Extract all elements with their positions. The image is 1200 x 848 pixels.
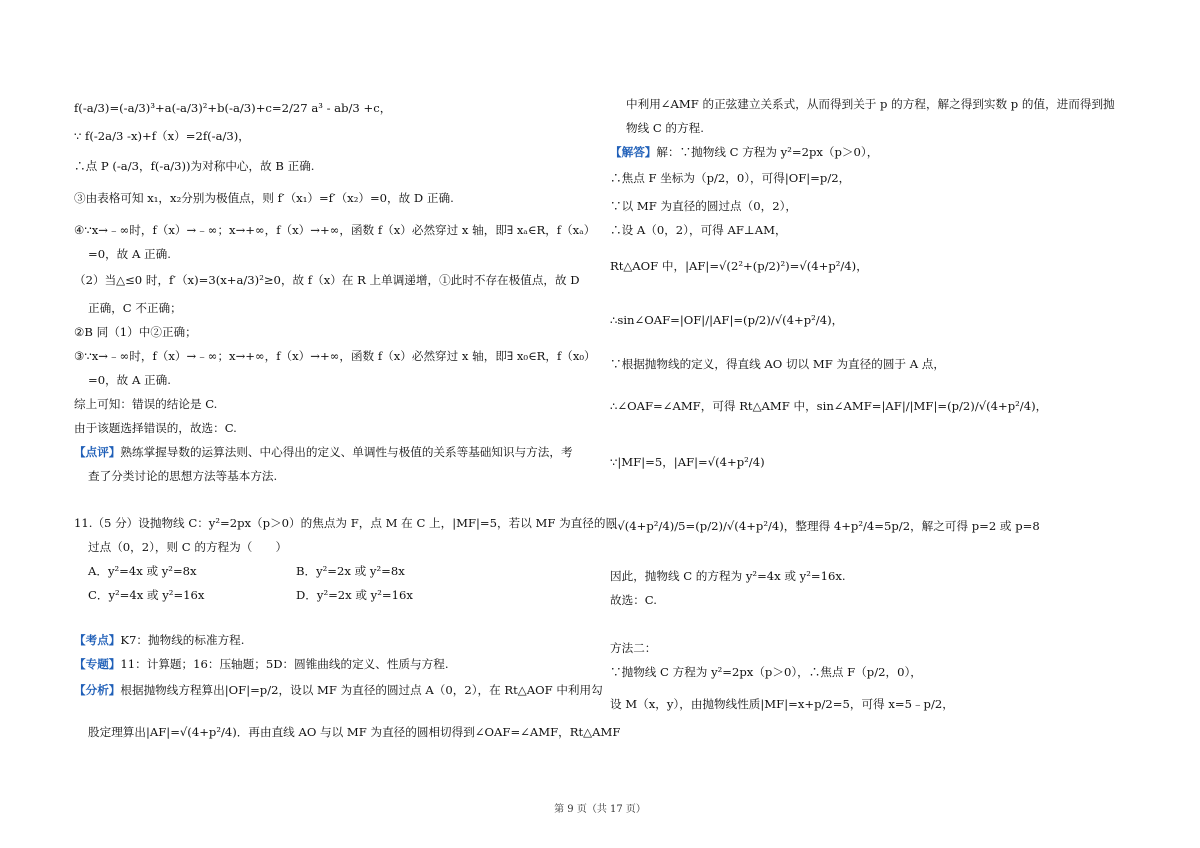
text-line: Rt△AOF 中，|AF|=√(2²+(p/2)²)=√(4+p²/4)， <box>610 259 868 273</box>
text-line: =0，故 A 正确. <box>88 247 171 261</box>
text-line: ∵|MF|=5，|AF|=√(4+p²/4) <box>610 455 765 469</box>
text-line: ∵以 MF 为直径的圆过点（0，2）， <box>610 199 797 213</box>
note-text: 11：计算题；16：压轴题；5D：圆锥曲线的定义、性质与方程. <box>120 657 449 671</box>
comment-text: 熟练掌握导数的运算法则、中心得出的定义、单调性与极值的关系等基础知识与方法，考 <box>120 445 573 459</box>
text-line: ④∵x→﹣∞时，f（x）→﹣∞；x→+∞，f（x）→+∞，函数 f（x）必然穿过 x 轴，即∃ xₐ∈R，f（xₐ） <box>74 223 596 237</box>
text-line: f(-a/3)=(-a/3)³+a(-a/3)²+b(-a/3)+c=2/27 a³ - ab/3 +c， <box>74 101 392 115</box>
note-tag: 【专题】 <box>74 657 121 671</box>
text-line: 设 M（x，y），由抛物线性质|MF|=x+p/2=5，可得 x=5﹣p/2， <box>610 697 954 711</box>
page-footer: 第 9 页（共 17 页） <box>554 804 646 815</box>
option-a: A．y²=4x 或 y²=8x <box>88 564 197 578</box>
text-line: ③由表格可知 x₁，x₂分别为极值点，则 f′（x₁）=f′（x₂）=0，故 D 正确. <box>74 191 454 205</box>
note-text: K7：抛物线的标准方程. <box>120 633 245 647</box>
option-b: B．y²=2x 或 y²=8x <box>296 564 405 578</box>
answer-text: 解：∵抛物线 C 方程为 y²=2px（p＞0）， <box>656 145 879 159</box>
text-line: ∵ f(-2a/3 -x)+f（x）=2f(-a/3)， <box>74 129 250 143</box>
text-line: 正确，C 不正确； <box>88 301 182 315</box>
comment-line <box>74 444 573 460</box>
text-line: 由于该题选择错误的，故选：C. <box>74 421 237 435</box>
text-line: ∴点 P (-a/3，f(-a/3))为对称中心，故 B 正确. <box>74 159 315 173</box>
text-line: ②B 同（1）中②正确； <box>74 325 197 339</box>
note-line <box>74 682 603 698</box>
text-line: ∴设 A（0，2），可得 AF⊥AM， <box>610 223 787 237</box>
comment-tag: 【点评】 <box>74 445 121 459</box>
text-line: ∴焦点 F 坐标为（p/2，0），可得|OF|=p/2， <box>610 171 851 185</box>
text-line: =0，故 A 正确. <box>88 373 171 387</box>
text-line: ∴√(4+p²/4)/5=(p/2)/√(4+p²/4)，整理得 4+p²/4=5p/2，解之可得 p=2 或 p=8 <box>610 519 1040 533</box>
text-line: ∵抛物线 C 方程为 y²=2px（p＞0），∴焦点 F（p/2，0）， <box>610 665 922 679</box>
text-line: 故选：C. <box>610 593 657 607</box>
text-line: （2）当△≤0 时，f′（x)=3(x+a/3)²≥0，故 f（x）在 R 上单调递增，①此时不存在极值点，故 D <box>74 273 580 287</box>
answer-tag: 【解答】 <box>610 145 657 159</box>
option-d: D．y²=2x 或 y²=16x <box>296 588 413 602</box>
question-stem: 过点（0，2），则 C 的方程为（ ） <box>88 540 288 554</box>
note-tag: 【考点】 <box>74 633 121 647</box>
text-line: ∴∠OAF=∠AMF，可得 Rt△AMF 中，sin∠AMF=|AF|/|MF|=(p/2)/√(4+p²/4)， <box>610 399 1048 413</box>
note-line: 股定理算出|AF|=√(4+p²/4)．再由直线 AO 与以 MF 为直径的圆相切得到∠OAF=∠AMF，Rt△AMF <box>88 725 621 739</box>
note-text: 根据抛物线方程算出|OF|=p/2，设以 MF 为直径的圆过点 A（0，2），在 Rt△AOF 中利用勾 <box>120 683 603 697</box>
text-line: 因此，抛物线 C 的方程为 y²=4x 或 y²=16x. <box>610 569 846 583</box>
text-line: 查了分类讨论的思想方法等基本方法. <box>88 469 278 483</box>
note-line <box>74 656 449 672</box>
text-line: 物线 C 的方程. <box>626 121 704 135</box>
note-tag: 【分析】 <box>74 683 121 697</box>
text-line: 方法二： <box>610 641 657 655</box>
note-line <box>74 632 244 648</box>
text-line: 中利用∠AMF 的正弦建立关系式，从而得到关于 p 的方程，解之得到实数 p 的值，进而得到抛 <box>626 97 1115 111</box>
text-line: ∵根据抛物线的定义，得直线 AO 切以 MF 为直径的圆于 A 点， <box>610 357 945 371</box>
text-line: ∴sin∠OAF=|OF|/|AF|=(p/2)/√(4+p²/4)， <box>610 313 844 327</box>
option-c: C．y²=4x 或 y²=16x <box>88 588 205 602</box>
answer-line <box>610 144 878 160</box>
text-line: ③∵x→﹣∞时，f（x）→﹣∞；x→+∞，f（x）→+∞，函数 f（x）必然穿过 x 轴，即∃ x₀∈R，f（x₀） <box>74 349 596 363</box>
text-line: 综上可知：错误的结论是 C. <box>74 397 218 411</box>
question-stem: 11.（5 分）设抛物线 C：y²=2px（p＞0）的焦点为 F，点 M 在 C 上，|MF|=5，若以 MF 为直径的圆 <box>74 516 618 530</box>
